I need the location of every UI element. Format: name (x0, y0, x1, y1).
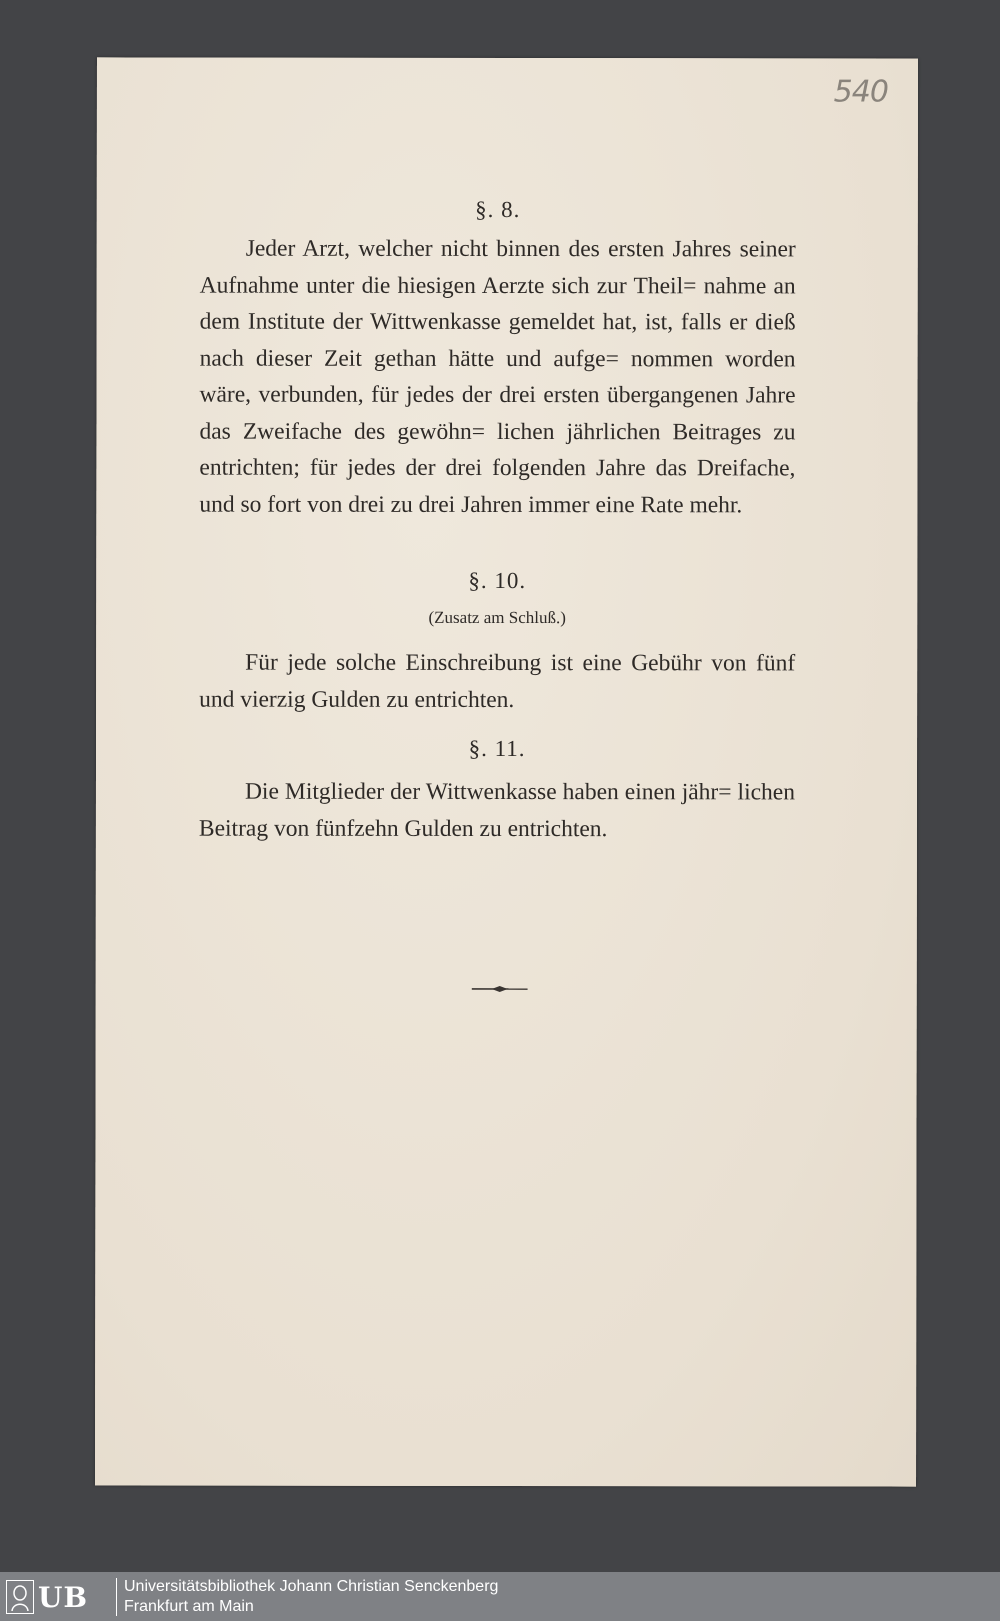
paragraph (199, 231, 795, 524)
section-10 (199, 568, 795, 595)
text-line: Die Mitglieder der Wittwenkasse haben einen jähr= (244, 778, 732, 806)
library-name (124, 1577, 498, 1617)
library-name-line1: Universitätsbibliothek Johann Christian Senckenberg (124, 1578, 499, 1595)
text-line: lichen jährlichen Beitrages zu entrichten; für jedes der (199, 418, 796, 481)
logo-text: UB (38, 1580, 89, 1614)
library-name-line2: Frankfurt am Main (124, 1598, 254, 1615)
text-line: fünf und vierzig Gulden zu entrichten. (199, 650, 796, 713)
section-heading: §. 11. (468, 735, 526, 762)
text-line: Jeder Arzt, welcher nicht binnen des ersten Jahres (245, 235, 732, 263)
section-10-body (199, 645, 795, 719)
document-page (95, 57, 918, 1486)
senckenberg-portrait-icon (6, 1580, 34, 1614)
text-line: drei folgenden Jahre das Dreifache, und so fort von (199, 454, 796, 518)
folio-number: 540 (833, 74, 888, 110)
text-line: ersten übergangenen Jahre das Zweifache des gewöhn= (199, 382, 796, 445)
paragraph (199, 645, 795, 719)
section-note: (Zusatz am Schluß.) (428, 607, 566, 628)
text-line: nommen worden wäre, verbunden, für jedes der drei (199, 345, 796, 409)
footer-bar (0, 1572, 1000, 1621)
section-11 (199, 736, 795, 763)
text-line: nahme an dem Institute der Wittwenkasse gemeldet hat, (199, 272, 796, 336)
footer-divider (116, 1578, 117, 1616)
paragraph (199, 774, 795, 848)
text-line: ist, falls er dieß nach dieser Zeit gethan hätte und aufge= (199, 309, 796, 372)
section-heading: §. 10. (468, 567, 527, 594)
text-line: Für jede solche Einschreibung ist eine Gebühr von (245, 649, 747, 677)
section-8-body (199, 231, 795, 524)
end-ornament-icon (472, 985, 528, 993)
section-8 (200, 197, 796, 224)
section-10-note (199, 608, 795, 629)
text-line: seiner Aufnahme unter die hiesigen Aerzte sich zur Theil= (199, 236, 796, 299)
section-11-body (199, 774, 795, 848)
text-line: lichen Beitrag von fünfzehn Gulden zu entrichten. (198, 779, 795, 842)
text-line: drei zu drei Jahren immer eine Rate mehr. (348, 491, 743, 518)
library-logo (6, 1579, 114, 1615)
section-heading: §. 8. (475, 196, 521, 223)
